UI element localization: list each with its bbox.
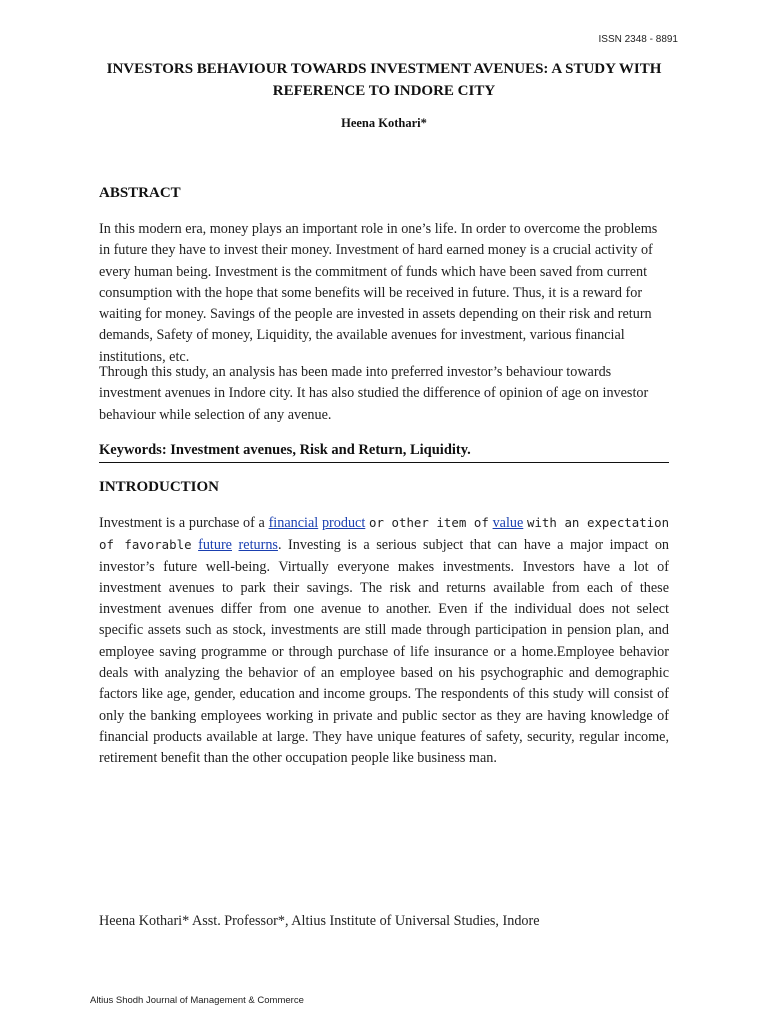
link-financial[interactable]: financial xyxy=(268,515,319,531)
paper-title xyxy=(99,58,669,102)
author-affiliation-footnote: Heena Kothari* Asst. Professor*, Altius Institute of Universal Studies, Indore xyxy=(99,913,540,929)
intro-text-2: or other item of xyxy=(369,515,489,530)
intro-text-1: Investment is a purchase of a xyxy=(99,515,265,531)
title-line-2: REFERENCE TO INDORE CITY xyxy=(272,83,496,99)
link-product[interactable]: product xyxy=(321,515,366,531)
title-line-1: INVESTORS BEHAVIOUR TOWARDS INVESTMENT AVENUES: A STUDY WITH xyxy=(106,61,662,77)
link-returns[interactable]: returns xyxy=(238,537,278,554)
author-name: Heena Kothari* xyxy=(341,116,427,130)
abstract-heading: ABSTRACT xyxy=(99,185,181,201)
abstract-paragraph-2: Through this study, an analysis has been made into preferred investor’s behaviour towards investment avenues in Indore city. It has also studied the difference of opinion of age on investor behaviour while selection of any avenue. xyxy=(99,364,649,423)
introduction-heading: INTRODUCTION xyxy=(99,479,220,495)
link-future[interactable]: future xyxy=(198,537,232,554)
intro-text-3: with an expectation of favorable xyxy=(99,515,670,553)
intro-text-4: . Investing is a serious subject that can have a major impact on investor’s future well-being. Virtually everyone makes investments. Investors have a lot of investment avenues to park their savings. The risk and returns available from each of these investment avenues differ from one avenue to another. Even if the individual does not select specific assets such as stock, investments are still made through participation in pension plan, and employee saving programme or through purchase of life insurance or a home.Employee behavior deals with analyzing the behavior of an employee based on his psychographic and demographic factors like age, gender, education and income groups. The respondents of this study will consist of only the banking employees working in private and public sector as they are having knowledge of financial products available at large. They have unique features of safety, security, regular income, retirement benefit than the other occupation people like business man. xyxy=(99,537,670,767)
keywords-line: Keywords: Investment avenues, Risk and Return, Liquidity. xyxy=(99,442,669,463)
journal-name-footer: Altius Shodh Journal of Management & Commerce xyxy=(90,995,304,1006)
issn-number: ISSN 2348 - 8891 xyxy=(598,34,678,45)
introduction-paragraph xyxy=(99,512,669,770)
link-value[interactable]: value xyxy=(492,515,524,531)
abstract-paragraph-1: In this modern era, money plays an important role in one’s life. In order to overcome the problems in future they have to invest their money. Investment of hard earned money is a crucial activity of every human being. Investment is the commitment of funds which have been saved from current consumption with the hope that some benefits will be received in future. Thus, it is a reward for waiting for money. Savings of the people are invested in assets depending on their risk and return demands, Safety of money, Liquidity, the available avenues for investment, various financial institutions, etc. xyxy=(99,221,658,365)
